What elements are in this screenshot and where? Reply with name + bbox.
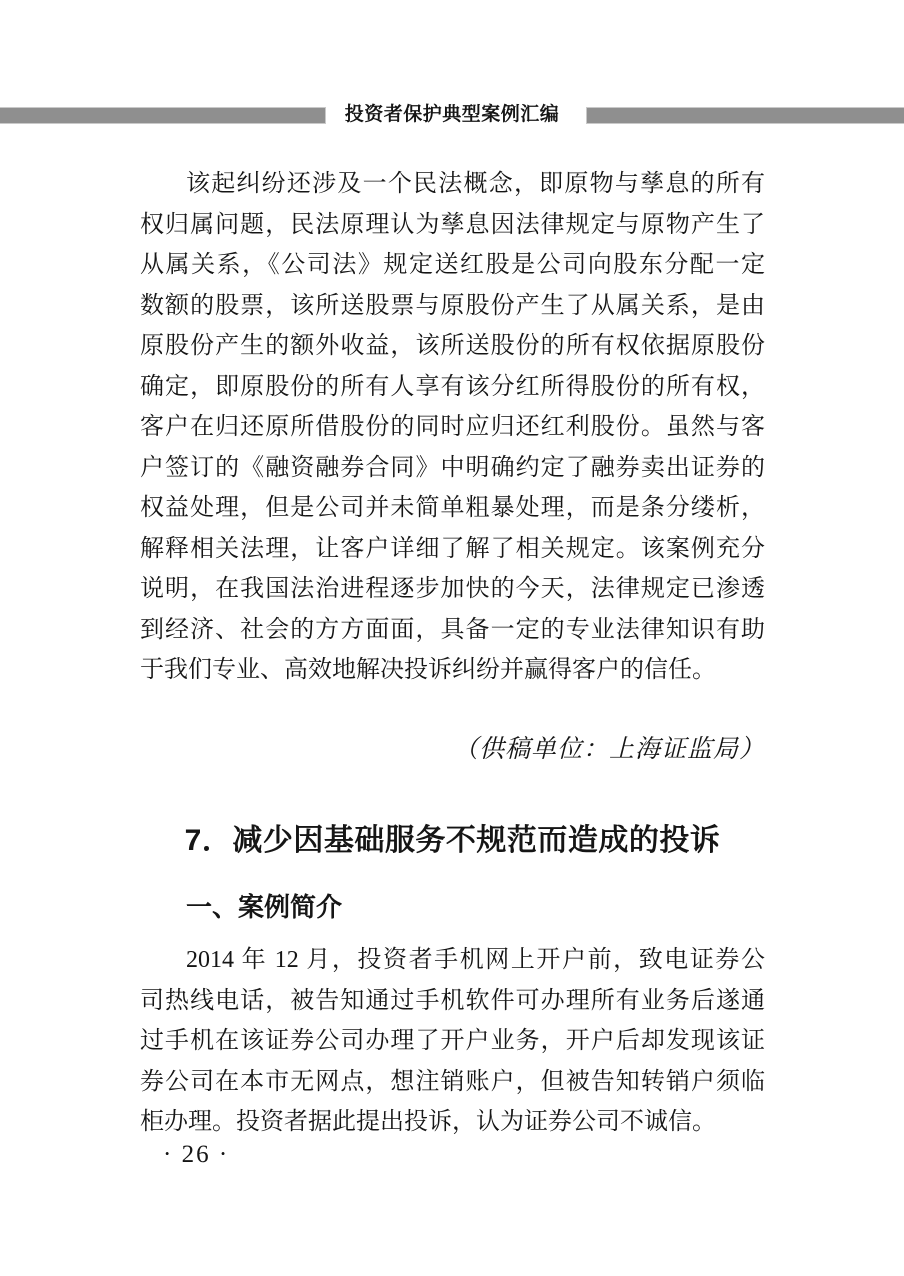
text-column [140,164,765,1143]
text-line: 户签订的《融资融券合同》中明确约定了融券卖出证券的 [140,454,765,481]
text-line: 说明，在我国法治进程逐步加快的今天，法律规定已渗透 [140,576,765,602]
text-line: 客户在归还原所借股份的同时应归还红利股份。虽然与客 [140,414,765,440]
paragraph-case-intro [140,940,765,1143]
text-line: 过手机在该证券公司办理了开户业务，开户后却发现该证 [140,1028,765,1054]
page-number: · 26 · [163,1141,230,1168]
text-line: 解释相关法理，让客户详细了解了相关规定。该案例充分 [140,535,765,562]
header-title: 投资者保护典型案例汇编 [344,104,560,125]
text-line: 权益处理，但是公司并未简单粗暴处理，而是条分缕析， [140,495,765,521]
subsection-heading: 一、案例简介 [186,892,343,922]
text-line: 于我们专业、高效地解决投诉纠纷并赢得客户的信任。 [140,657,716,683]
text-line: 确定，即原股份的所有人享有该分红所得股份的所有权， [140,373,765,400]
text-line: 原股份产生的额外收益，该所送股份的所有权依据原股份 [140,333,765,359]
text-line: 从属关系，《公司法》规定送红股是公司向股东分配一定 [140,252,765,278]
text-line: 2014 年 12 月，投资者手机网上开户前，致电证券公 [186,947,765,973]
section-heading: 7．减少因基础服务不规范而造成的投诉 [184,824,721,857]
attribution-line: （供稿单位：上海证监局） [452,735,765,763]
header-right-bar [586,107,904,124]
text-line: 司热线电话，被告知通过手机软件可办理所有业务后遂通 [140,987,765,1014]
text-line: 柜办理。投资者据此提出投诉，认为证券公司不诚信。 [140,1109,716,1135]
text-line: 到经济、社会的方方面面，具备一定的专业法律知识有助 [140,616,765,643]
text-line: 权归属问题，民法原理认为孳息因法律规定与原物产生了 [140,211,765,238]
text-line: 数额的股票，该所送股票与原股份产生了从属关系，是由 [140,292,765,319]
text-line: 该起纠纷还涉及一个民法概念，即原物与孳息的所有 [186,171,765,197]
paragraph-main [140,164,765,691]
text-line: 券公司在本市无网点，想注销账户，但被告知转销户须临 [140,1068,765,1095]
